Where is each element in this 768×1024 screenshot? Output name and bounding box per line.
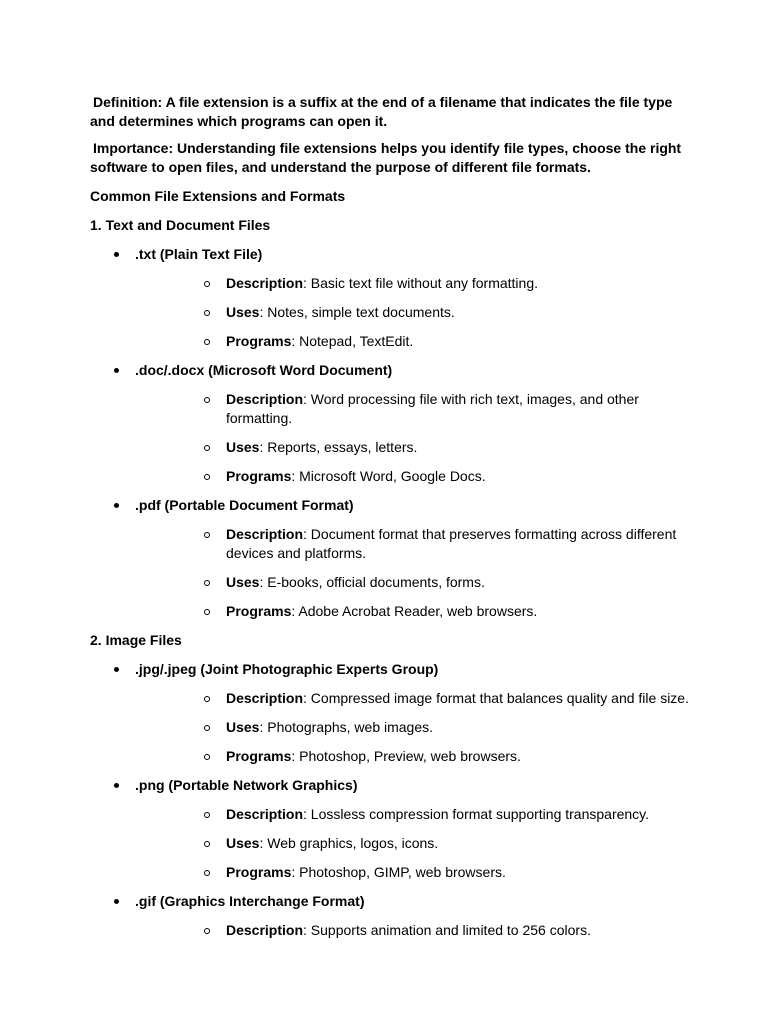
detail-text: : Supports animation and limited to 256 colors. xyxy=(303,922,591,938)
detail-item xyxy=(135,602,690,621)
detail-term: Description xyxy=(226,391,304,407)
file-type-item xyxy=(90,660,690,766)
detail-text: : Notepad, TextEdit. xyxy=(291,333,414,349)
document-content xyxy=(90,93,690,940)
bullet-icon xyxy=(114,368,119,373)
file-type-item xyxy=(90,361,690,486)
detail-term: Programs xyxy=(226,333,292,349)
detail-text: : Photoshop, Preview, web browsers. xyxy=(291,748,521,764)
detail-text: : Microsoft Word, Google Docs. xyxy=(291,468,486,484)
detail-item xyxy=(135,332,690,351)
detail-item xyxy=(135,863,690,882)
detail-text: : Notes, simple text documents. xyxy=(259,304,455,320)
detail-item xyxy=(135,274,690,293)
section-heading: 1. Text and Document Files xyxy=(90,217,271,233)
bullet-icon xyxy=(114,667,119,672)
detail-item xyxy=(135,834,690,853)
detail-term: Uses xyxy=(226,304,260,320)
hollow-bullet-icon xyxy=(204,754,210,760)
detail-term: Description xyxy=(226,275,304,291)
detail-text: : Photographs, web images. xyxy=(259,719,434,735)
file-type-label: .pdf (Portable Document Format) xyxy=(135,497,354,513)
detail-list xyxy=(135,274,690,351)
hollow-bullet-icon xyxy=(204,609,210,615)
bullet-icon xyxy=(114,503,119,508)
detail-term: Description xyxy=(226,526,304,542)
hollow-bullet-icon xyxy=(204,532,210,538)
file-type-label: .png (Portable Network Graphics) xyxy=(135,777,358,793)
file-type-list xyxy=(90,660,690,940)
detail-term: Programs xyxy=(226,864,292,880)
hollow-bullet-icon xyxy=(204,928,210,934)
detail-term: Programs xyxy=(226,468,292,484)
file-type-item xyxy=(90,245,690,351)
detail-text: : Word processing file with rich text, images, and other formatting. xyxy=(226,391,639,426)
hollow-bullet-icon xyxy=(204,310,210,316)
hollow-bullet-icon xyxy=(204,841,210,847)
detail-term: Description xyxy=(226,922,304,938)
hollow-bullet-icon xyxy=(204,339,210,345)
detail-text: : Compressed image format that balances quality and file size. xyxy=(303,690,689,706)
file-type-label: .txt (Plain Text File) xyxy=(135,246,263,262)
detail-text: : Basic text file without any formatting. xyxy=(303,275,539,291)
hollow-bullet-icon xyxy=(204,696,210,702)
bullet-icon xyxy=(114,899,119,904)
detail-item xyxy=(135,467,690,486)
detail-term: Programs xyxy=(226,748,292,764)
detail-text: : Photoshop, GIMP, web browsers. xyxy=(291,864,506,880)
file-type-item xyxy=(90,892,690,940)
hollow-bullet-icon xyxy=(204,474,210,480)
detail-list xyxy=(135,525,690,621)
detail-text: : Lossless compression format supporting transparency. xyxy=(303,806,650,822)
file-type-item xyxy=(90,776,690,882)
definition-paragraph: Definition: A file extension is a suffix at the end of a filename that indicates the file type and determines which programs can open it. xyxy=(90,94,673,129)
detail-item xyxy=(135,525,690,563)
detail-list xyxy=(135,805,690,882)
bullet-icon xyxy=(114,783,119,788)
detail-list xyxy=(135,689,690,766)
hollow-bullet-icon xyxy=(204,725,210,731)
sections-container xyxy=(90,216,690,940)
detail-text: : Reports, essays, letters. xyxy=(259,439,418,455)
section-heading: 2. Image Files xyxy=(90,632,182,648)
detail-text: : Document format that preserves formatting across different devices and platforms. xyxy=(226,526,677,561)
detail-item xyxy=(135,747,690,766)
hollow-bullet-icon xyxy=(204,812,210,818)
hollow-bullet-icon xyxy=(204,445,210,451)
detail-list xyxy=(135,921,690,940)
file-type-label: .jpg/.jpeg (Joint Photographic Experts Group) xyxy=(135,661,439,677)
detail-text: : Adobe Acrobat Reader, web browsers. xyxy=(291,603,538,619)
hollow-bullet-icon xyxy=(204,870,210,876)
file-type-list xyxy=(90,245,690,621)
detail-term: Uses xyxy=(226,835,260,851)
detail-item xyxy=(135,438,690,457)
hollow-bullet-icon xyxy=(204,397,210,403)
importance-paragraph: Importance: Understanding file extensions helps you identify file types, choose the right software to open files, and understand the purpose of different file formats. xyxy=(90,140,682,175)
detail-item xyxy=(135,921,690,940)
detail-text: : E-books, official documents, forms. xyxy=(259,574,485,590)
detail-term: Description xyxy=(226,806,304,822)
hollow-bullet-icon xyxy=(204,580,210,586)
detail-item xyxy=(135,390,690,428)
detail-term: Uses xyxy=(226,719,260,735)
detail-term: Uses xyxy=(226,439,260,455)
file-type-label: .gif (Graphics Interchange Format) xyxy=(135,893,365,909)
detail-text: : Web graphics, logos, icons. xyxy=(259,835,439,851)
detail-term: Description xyxy=(226,690,304,706)
bullet-icon xyxy=(114,252,119,257)
file-type-label: .doc/.docx (Microsoft Word Document) xyxy=(135,362,393,378)
detail-item xyxy=(135,303,690,322)
detail-term: Programs xyxy=(226,603,292,619)
file-type-item xyxy=(90,496,690,621)
common-extensions-heading: Common File Extensions and Formats xyxy=(90,188,346,204)
detail-item xyxy=(135,718,690,737)
detail-list xyxy=(135,390,690,486)
detail-item xyxy=(135,689,690,708)
hollow-bullet-icon xyxy=(204,281,210,287)
detail-item xyxy=(135,805,690,824)
detail-term: Uses xyxy=(226,574,260,590)
detail-item xyxy=(135,573,690,592)
